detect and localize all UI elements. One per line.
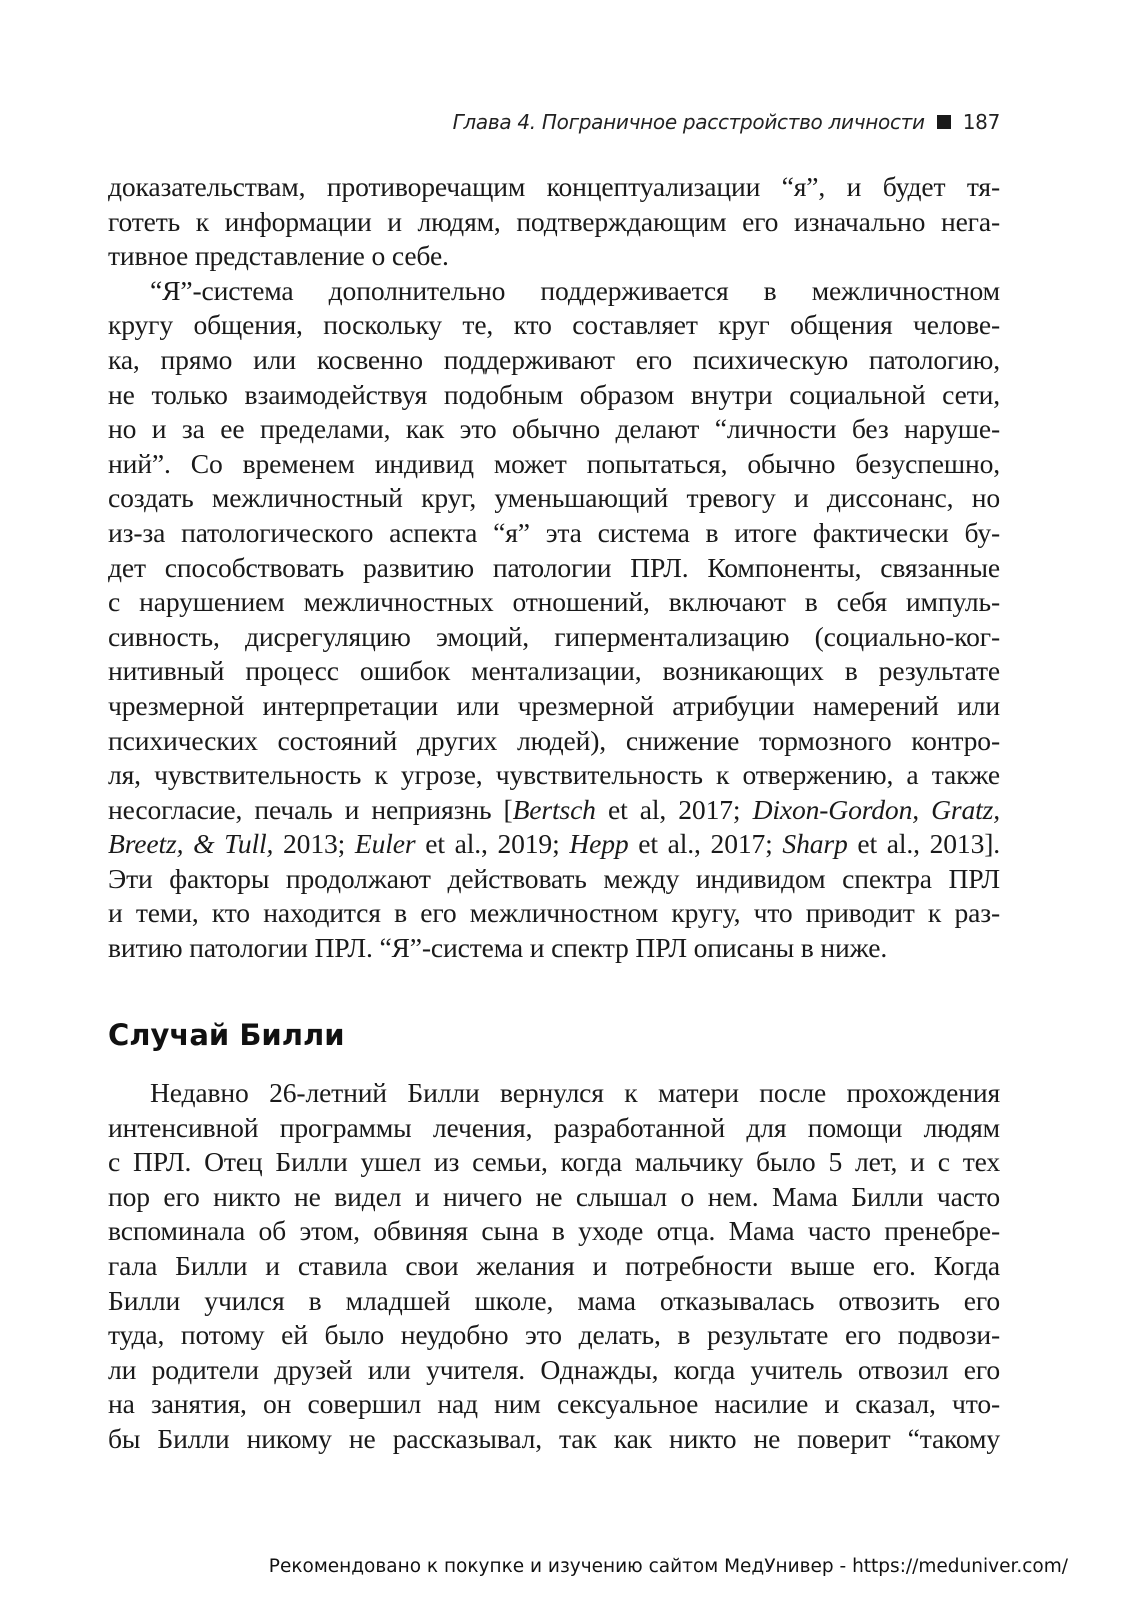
text-line: ли родители друзей или учителя. Однажды, когда учитель отвозил его: [108, 1353, 1000, 1385]
text-line: “Я”-система дополнительно поддерживается в межличностном: [150, 274, 1000, 306]
citation-author: Euler: [354, 828, 416, 860]
citation-author: Hepp: [569, 828, 629, 860]
text-line: на занятия, он совершил над ним сексуальное насилие и сказал, что-: [108, 1388, 1000, 1420]
citation-author: Bertsch: [512, 793, 596, 825]
running-head: [108, 110, 1000, 134]
text-run: несогласие, печаль и неприязнь [: [108, 793, 513, 825]
citation-author: Breetz, & Tull,: [108, 828, 274, 860]
text-line: с нарушением межличностных отношений, включают в себя импуль-: [108, 586, 1000, 618]
text-line: ка, прямо или косвенно поддерживают его психическую патологию,: [108, 343, 1000, 375]
footer-watermark: Рекомендовано к покупке и изучению сайтом МедУнивер - https://meduniver.com/: [268, 1556, 1068, 1577]
text-line: и теми, кто находится в его межличностном кругу, что приводит к раз-: [108, 897, 1000, 929]
text-line: ля, чувствительность к угрозе, чувствительность к отвержению, а также: [108, 759, 1000, 791]
text-line: дет способствовать развитию патологии ПРЛ. Компоненты, связанные: [108, 551, 1000, 583]
text-line: пор его никто не видел и ничего не слышал о нем. Мама Билли часто: [108, 1180, 1000, 1212]
text-line: сивность, дисрегуляцию эмоций, гиперментализацию (социально-ког-: [108, 620, 1000, 652]
page-number: 187: [962, 110, 1000, 134]
text-line: кругу общения, поскольку те, кто составляет круг общения челове-: [108, 309, 1000, 341]
text-line: но и за ее пределами, как это обычно делают “личности без наруше-: [108, 413, 1000, 445]
text-line: бы Билли никому не рассказывал, так как никто не поверит “такому: [108, 1422, 1000, 1454]
text-run: 2013;: [273, 828, 355, 860]
text-line: с ПРЛ. Отец Билли ушел из семьи, когда мальчику было 5 лет, и с тех: [108, 1146, 1000, 1178]
text-run: et al., 2019;: [415, 828, 570, 860]
text-line: Билли учился в младшей школе, мама отказывалась отвозить его: [108, 1284, 1000, 1316]
text-line: нитивный процесс ошибок ментализации, возникающих в результате: [108, 655, 1000, 687]
citation-line: [108, 827, 1000, 862]
text-line: создать межличностный круг, уменьшающий тревогу и диссонанс, но: [108, 482, 1000, 514]
text-line: гала Билли и ставила свои желания и потребности выше его. Когда: [108, 1249, 1000, 1281]
text-line: из-за патологического аспекта “я” эта система в итоге фактически бу-: [108, 516, 1000, 548]
text-line: не только взаимодействуя подобным образом внутри социальной сети,: [108, 378, 1000, 410]
section-heading: Случай Билли: [108, 1018, 345, 1052]
text-line: Эти факторы продолжают действовать между индивидом спектра ПРЛ: [108, 862, 1000, 894]
square-bullet-icon: [937, 115, 951, 129]
citation-line: [108, 793, 1000, 828]
text-line: витию патологии ПРЛ. “Я”-система и спектр ПРЛ описаны в ниже.: [108, 932, 888, 964]
text-line: тивное представление о себе.: [108, 240, 449, 272]
text-line: вспоминала об этом, обвиняя сына в уходе отца. Мама часто пренебре-: [108, 1215, 1000, 1247]
text-line: Недавно 26-летний Билли вернулся к матери после прохождения: [150, 1077, 1000, 1108]
citation-author: Sharp: [782, 828, 848, 860]
text-run: et al., 2017;: [628, 828, 783, 860]
text-line: чрезмерной интерпретации или чрезмерной атрибуции намерений или: [108, 689, 1000, 721]
chapter-title: Глава 4. Пограничное расстройство личности: [452, 110, 925, 134]
text-run: et al., 2013].: [847, 828, 1000, 860]
text-line: интенсивной программы лечения, разработанной для помощи людям: [108, 1111, 1000, 1143]
text-line: готеть к информации и людям, подтверждающим его изначально нега-: [108, 205, 1000, 237]
citation-author: Dixon-Gordon, Gratz,: [752, 793, 1000, 825]
body-text: [108, 170, 1000, 966]
case-paragraph: [108, 1076, 1000, 1457]
text-line: психических состояний других людей), снижение тормозного контро-: [108, 724, 1000, 756]
text-line: туда, потому ей было неудобно это делать, в результате его подвози-: [108, 1319, 1000, 1351]
text-line: ний”. Со временем индивид может попытаться, обычно безуспешно,: [108, 447, 1000, 479]
text-line: доказательствам, противоречащим концептуализации “я”, и будет тя-: [108, 171, 1000, 202]
text-run: et al, 2017;: [595, 793, 753, 825]
